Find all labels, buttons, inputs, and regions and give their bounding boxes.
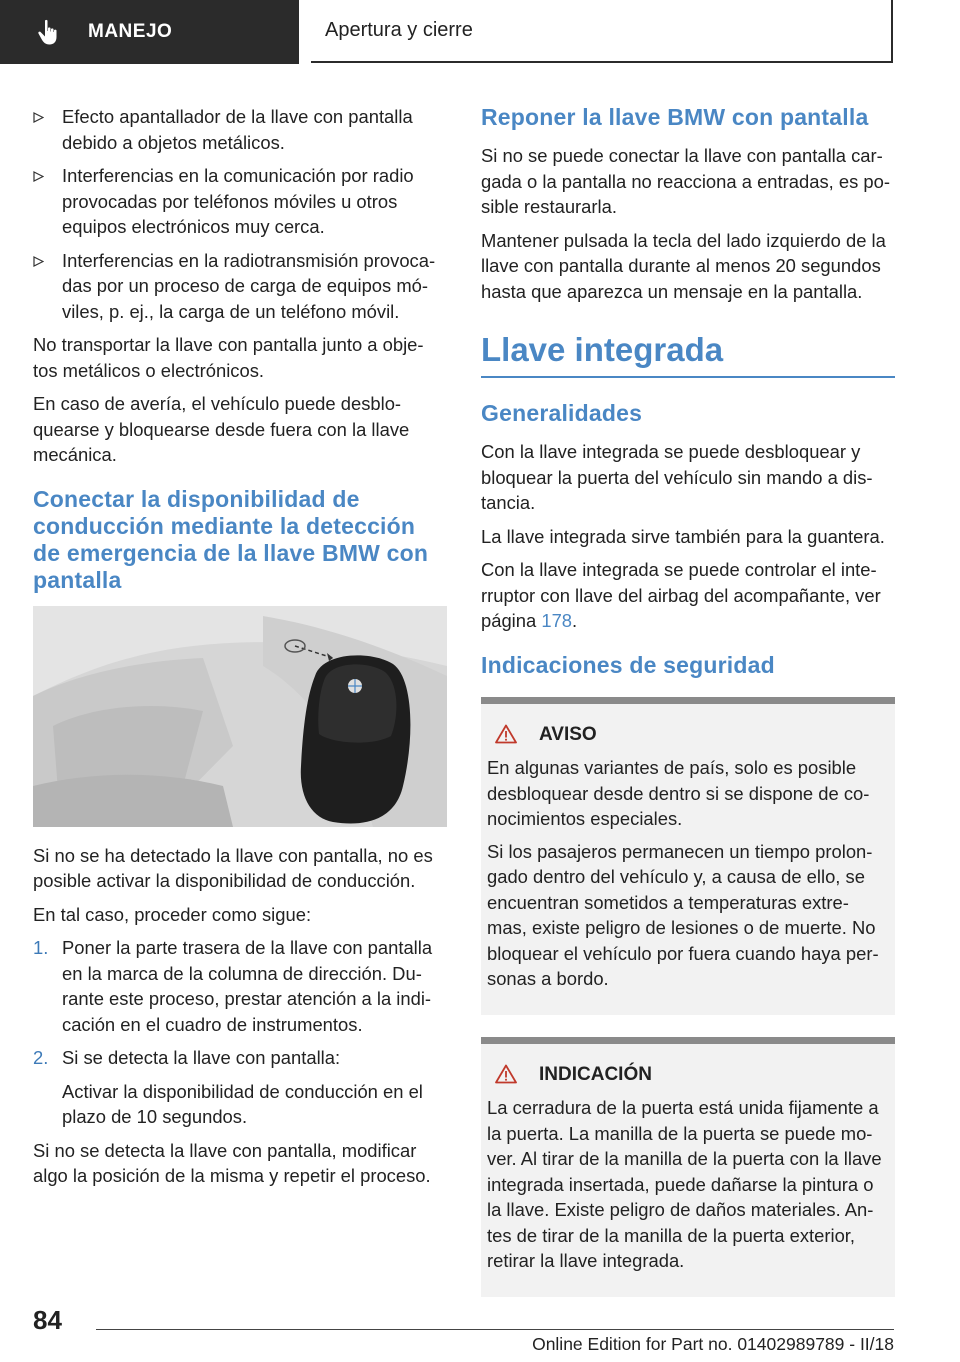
page-number: 84 <box>33 1305 62 1335</box>
list-item <box>33 1045 447 1071</box>
warning-triangle-icon <box>495 1064 517 1084</box>
step-number: 2. <box>33 1047 49 1068</box>
paragraph: No transportar la llave con pantalla junto a obje-tos metálicos o electrónicos. <box>33 334 424 381</box>
section-header <box>0 0 299 64</box>
triangle-right-icon <box>33 256 44 267</box>
notice-title: INDICACIÓN <box>539 1063 652 1085</box>
bullet-list <box>33 104 447 324</box>
step-text: Poner la parte trasera de la llave con pantalla en la marca de la columna de dirección. Du-rante este proceso, prestar atención a la indi-cación en el cuadro de instrumentos. <box>62 937 433 1035</box>
step-text: Si se detecta la llave con pantalla: <box>62 1047 341 1068</box>
bullet-text: Interferencias en la radiotransmisión provoca-das por un proceso de carga de equipos mó-viles, p. ej., la carga de un teléfono móvil. <box>62 249 436 322</box>
warning-text: Si los pasajeros permanecen un tiempo prolon-gado dentro del vehículo y, a causa de ello, se encuentran sometidos a temperaturas extre-mas, existe peligro de lesiones o de muerte. No bloquear el vehículo por fuera cuando haya per-sonas a bordo. <box>487 840 879 989</box>
page-link[interactable]: 178 <box>541 610 573 631</box>
section-title: MANEJO <box>88 21 173 42</box>
paragraph <box>481 557 895 634</box>
notice-title-row <box>495 1062 887 1088</box>
paragraph-text: . <box>572 610 578 631</box>
list-item <box>33 104 447 155</box>
notice-text: La cerradura de la puerta está unida fijamente a la puerta. La manilla de la puerta se puede mo-ver. Al tirar de la manilla de la puerta con la llave integrada insertada, puede dañarse la pintura o la llave. Existe peligro de daños materiales. An-tes de tirar de la manilla de la puerta exterior, retirar la llave integrada. <box>487 1097 882 1271</box>
paragraph: En caso de avería, el vehículo puede desblo-quearse y bloquearse desde fuera con la llave mecánica. <box>33 393 410 465</box>
chapter-header <box>311 0 893 63</box>
warning-triangle-icon <box>495 724 517 744</box>
bullet-text: Efecto apantallador de la llave con pantalla debido a objetos metálicos. <box>62 106 413 153</box>
paragraph: Si no se ha detectado la llave con pantalla, no es posible activar la disponibilidad de conducción. <box>33 844 433 891</box>
list-item <box>33 935 447 1037</box>
chapter-title-heading: Llave integrada <box>481 330 895 378</box>
section-heading: Generalidades <box>481 400 643 426</box>
triangle-right-icon <box>33 112 44 123</box>
paragraph: Si no se detecta la llave con pantalla, modificar algo la posición de la misma y repetir el proceso. <box>33 1139 431 1186</box>
notice-box <box>481 1037 895 1297</box>
footer-divider <box>96 1329 894 1330</box>
warning-text: En algunas variantes de país, solo es posible desbloquear desde dentro si se dispone de co-nocimientos especiales. <box>487 757 870 829</box>
paragraph: En tal caso, proceder como sigue: <box>33 903 312 925</box>
section-heading: Reponer la llave BMW con pantalla <box>481 104 869 130</box>
section-heading: Conectar la disponibilidad de conducción mediante la detección de emergencia de la llave BMW con pantalla <box>33 485 429 593</box>
paragraph-text: Con la llave integrada se puede controlar el inte-rruptor con llave del airbag del acompañante, ver página <box>481 559 881 631</box>
chapter-title: Apertura y cierre <box>325 19 473 41</box>
section-heading: Indicaciones de seguridad <box>481 651 775 678</box>
list-item <box>33 163 447 240</box>
right-column <box>481 104 895 1319</box>
paragraph: Mantener pulsada la tecla del lado izquierdo de la llave con pantalla durante al menos 20 segundos hasta que aparezca un mensaje en la pantalla. <box>481 229 886 302</box>
triangle-right-icon <box>33 171 44 182</box>
step-number: 1. <box>33 937 49 958</box>
step-list <box>33 935 447 1071</box>
key-illustration <box>33 606 447 827</box>
footer-edition: Online Edition for Part no. 01402989789 - II/18 <box>532 1334 894 1354</box>
paragraph: La llave integrada sirve también para la guantera. <box>481 525 885 547</box>
hand-pointer-icon <box>34 12 74 52</box>
paragraph: Si no se puede conectar la llave con pantalla car-gada o la pantalla no reacciona a entradas, es po-sible restaurarla. <box>481 145 890 217</box>
paragraph: Con la llave integrada se puede desbloquear y bloquear la puerta del vehículo sin mando a dis-tancia. <box>481 441 873 513</box>
warning-title-row <box>495 722 887 748</box>
step-sub-text: Activar la disponibilidad de conducción en el plazo de 10 segundos. <box>62 1080 423 1127</box>
warning-box <box>481 697 895 1015</box>
bullet-text: Interferencias en la comunicación por radio provocadas por teléfonos móviles u otros equipos electrónicos muy cerca. <box>62 165 414 237</box>
list-item <box>33 248 447 325</box>
left-column <box>33 104 447 1197</box>
warning-title: AVISO <box>539 723 597 745</box>
